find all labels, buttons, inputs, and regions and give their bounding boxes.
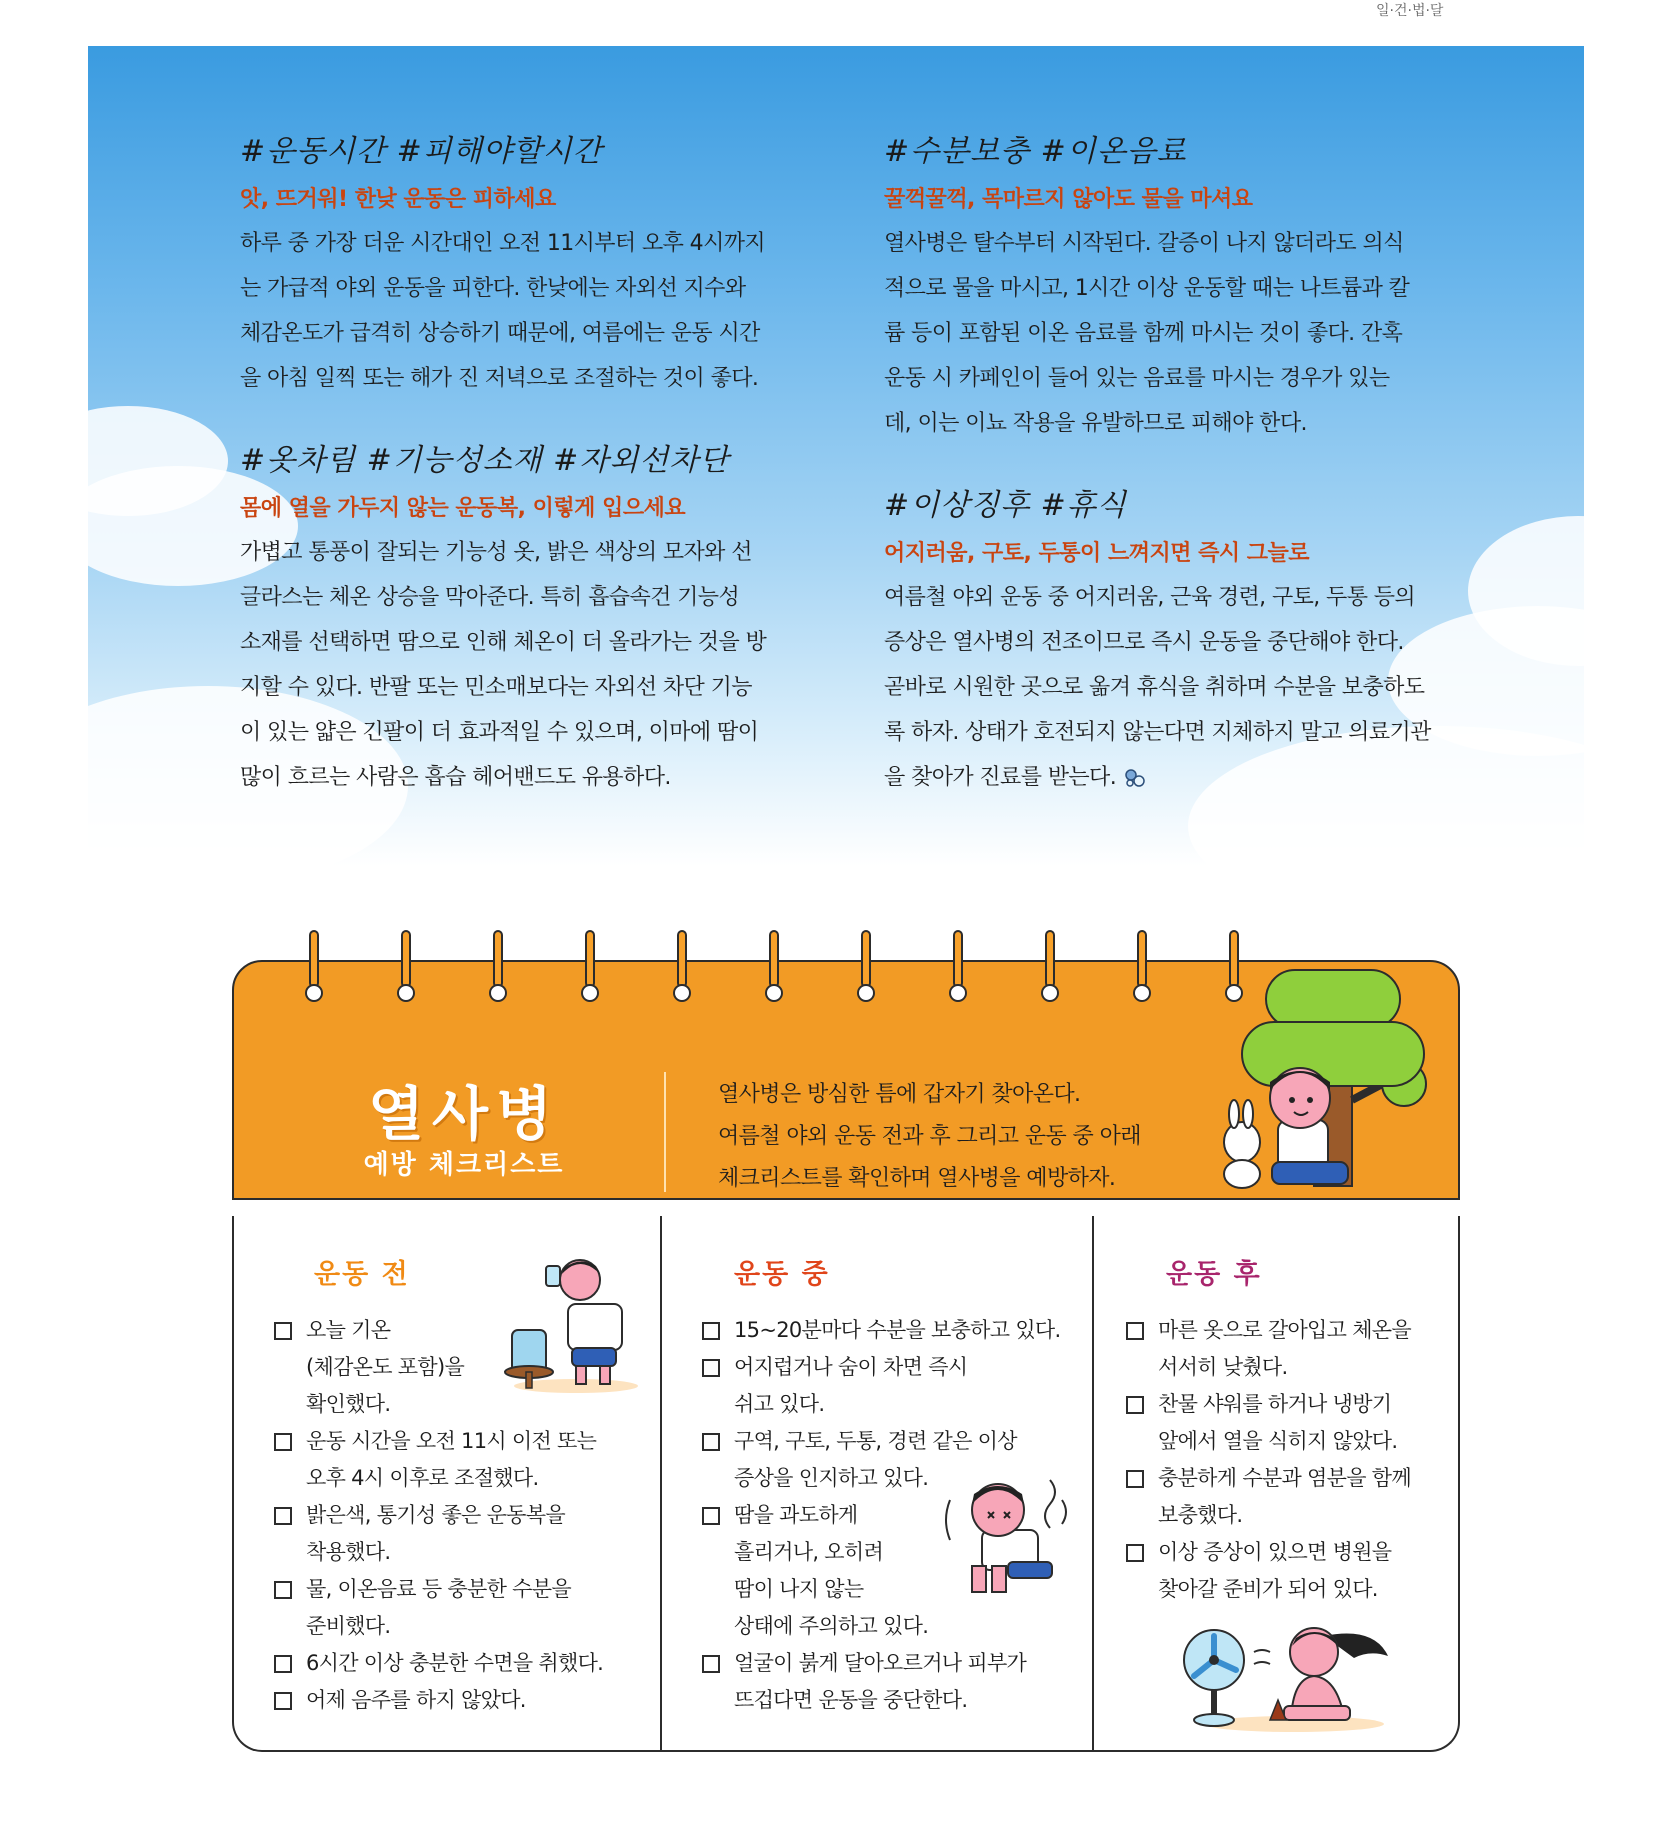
- spiral-ring: [1134, 930, 1150, 1004]
- section-symptoms: [884, 480, 1484, 800]
- left-column: [240, 126, 840, 834]
- item-text: [1158, 1386, 1397, 1460]
- checklist-item[interactable]: [702, 1645, 1082, 1719]
- section-subhead: 앗, 뜨거워! 한낮 운동은 피하세요: [240, 187, 556, 212]
- hashtag-heading: #옷차림 #기능성소재 #자외선차단: [240, 443, 730, 478]
- column-title: 운동 후: [1166, 1259, 1262, 1290]
- item-line: 어제 음주를 하지 않았다.: [306, 1688, 526, 1712]
- checklist-item[interactable]: [274, 1497, 654, 1571]
- item-line: 마른 옷으로 갈아입고 체온을: [1158, 1318, 1411, 1342]
- item-text: [734, 1423, 1017, 1497]
- section-subhead: 어지러움, 구토, 두통이 느껴지면 즉시 그늘로: [884, 541, 1310, 566]
- body-line: 곧바로 시원한 곳으로 옮겨 휴식을 취하며 수분을 보충하도: [884, 675, 1425, 700]
- checklist-item[interactable]: [274, 1312, 654, 1423]
- checkbox[interactable]: [1126, 1470, 1144, 1488]
- item-line: 착용했다.: [306, 1540, 391, 1564]
- item-text: [306, 1497, 565, 1571]
- magazine-end-icon: [1122, 767, 1148, 789]
- checkbox[interactable]: [702, 1433, 720, 1451]
- checklist-items: [702, 1312, 1082, 1719]
- checkbox[interactable]: [274, 1507, 292, 1525]
- body-line: 여름철 야외 운동 중 어지러움, 근육 경련, 구토, 두통 등의: [884, 585, 1416, 610]
- checklist-item[interactable]: [274, 1571, 654, 1645]
- column-title: 운동 전: [314, 1259, 410, 1290]
- after-exercise-column: [1092, 1216, 1460, 1750]
- column-title: 운동 중: [734, 1259, 830, 1290]
- body-line: 륨 등이 포함된 이온 음료를 함께 마시는 것이 좋다. 간혹: [884, 321, 1403, 346]
- spiral-ring: [1042, 930, 1058, 1004]
- body-line: 이 있는 얇은 긴팔이 더 효과적일 수 있으며, 이마에 땀이: [240, 720, 759, 745]
- body-line-text: 을 찾아가 진료를 받는다.: [884, 765, 1117, 790]
- checkbox[interactable]: [274, 1322, 292, 1340]
- checkbox[interactable]: [702, 1359, 720, 1377]
- section-body: [240, 530, 840, 800]
- section-subhead: 꿀꺽꿀꺽, 목마르지 않아도 물을 마셔요: [884, 187, 1253, 212]
- item-text: [734, 1645, 1026, 1719]
- item-line: 뜨겁다면 운동을 중단한다.: [734, 1688, 968, 1712]
- item-line: 물, 이온음료 등 충분한 수분을: [306, 1577, 571, 1601]
- spiral-ring: [858, 930, 874, 1004]
- item-line: 이상 증상이 있으면 병원을: [1158, 1540, 1392, 1564]
- item-line: 증상을 인지하고 있다.: [734, 1466, 929, 1490]
- item-text: [1158, 1460, 1411, 1534]
- checkbox[interactable]: [702, 1322, 720, 1340]
- article-panel: [88, 46, 1584, 866]
- item-text: [306, 1645, 603, 1682]
- checklist-item[interactable]: [1126, 1534, 1456, 1608]
- during-exercise-column: [660, 1216, 1092, 1750]
- item-line: 구역, 구토, 두통, 경련 같은 이상: [734, 1429, 1017, 1453]
- item-line: 밝은색, 통기성 좋은 운동복을: [306, 1503, 565, 1527]
- before-exercise-column: [234, 1216, 660, 1750]
- item-text: [1158, 1312, 1411, 1386]
- checklist-item[interactable]: [1126, 1312, 1456, 1386]
- item-line: 땀을 과도하게: [734, 1503, 858, 1527]
- item-line: 운동 시간을 오전 11시 이전 또는: [306, 1429, 597, 1453]
- checklist-subtitle: 예방 체크리스트: [363, 1150, 565, 1180]
- checklist-item[interactable]: [702, 1423, 1082, 1497]
- item-text: [306, 1423, 596, 1497]
- item-line: 서서히 낮췄다.: [1158, 1355, 1288, 1379]
- checkbox[interactable]: [702, 1507, 720, 1525]
- checkbox[interactable]: [1126, 1396, 1144, 1414]
- heatstroke-checklist: [232, 930, 1460, 1752]
- item-text: [1158, 1534, 1391, 1608]
- right-column: [884, 126, 1484, 834]
- item-line: 오늘 기온: [306, 1318, 391, 1342]
- spiral-ring: [674, 930, 690, 1004]
- item-line: 오후 4시 이후로 조절했다.: [306, 1466, 539, 1490]
- intro-line: 여름철 야외 운동 전과 후 그리고 운동 중 아래: [718, 1124, 1141, 1149]
- section-body: [884, 575, 1484, 800]
- hashtag-heading: #이상징후 #휴식: [884, 488, 1127, 523]
- body-line: [884, 755, 1484, 800]
- item-text: [306, 1312, 464, 1423]
- checklist-items: [274, 1312, 654, 1719]
- section-clothing: [240, 435, 840, 800]
- item-text: [734, 1497, 928, 1645]
- item-line: 준비했다.: [306, 1614, 391, 1638]
- checkbox[interactable]: [1126, 1322, 1144, 1340]
- body-line: 체감온도가 급격히 상승하기 때문에, 여름에는 운동 시간: [240, 321, 760, 346]
- section-hydration: [884, 126, 1484, 446]
- item-line: 어지럽거나 숨이 차면 즉시: [734, 1355, 968, 1379]
- checklist-item[interactable]: [1126, 1386, 1456, 1460]
- checklist-item[interactable]: [702, 1312, 1082, 1349]
- body-line: 적으로 물을 마시고, 1시간 이상 운동할 때는 나트륨과 칼: [884, 276, 1410, 301]
- body-line: 소재를 선택하면 땀으로 인해 체온이 더 올라가는 것을 방: [240, 630, 767, 655]
- item-line: 확인했다.: [306, 1392, 391, 1416]
- checkbox[interactable]: [702, 1655, 720, 1673]
- checkbox[interactable]: [274, 1692, 292, 1710]
- item-line: (체감온도 포함)을: [306, 1355, 465, 1379]
- item-text: [306, 1682, 526, 1719]
- spiral-ring: [490, 930, 506, 1004]
- checkbox[interactable]: [274, 1581, 292, 1599]
- item-line: 상태에 주의하고 있다.: [734, 1614, 929, 1638]
- spiral-ring: [582, 930, 598, 1004]
- item-line: 흘리거나, 오히려: [734, 1540, 884, 1564]
- item-line: 충분하게 수분과 염분을 함께: [1158, 1466, 1411, 1490]
- body-line: 지할 수 있다. 반팔 또는 민소매보다는 자외선 차단 기능: [240, 675, 752, 700]
- item-line: 쉬고 있다.: [734, 1392, 825, 1416]
- item-text: [306, 1571, 571, 1645]
- item-line: 찬물 샤워를 하거나 냉방기: [1158, 1392, 1392, 1416]
- body-line: 가볍고 통풍이 잘되는 기능성 옷, 밝은 색상의 모자와 선: [240, 540, 752, 565]
- checklist-item[interactable]: [1126, 1460, 1456, 1534]
- item-line: 찾아갈 준비가 되어 있다.: [1158, 1577, 1378, 1601]
- spiral-ring: [306, 930, 322, 1004]
- section-subhead: 몸에 열을 가두지 않는 운동복, 이렇게 입으세요: [240, 496, 686, 521]
- section-body: [884, 221, 1484, 446]
- body-line: 열사병은 탈수부터 시작된다. 갈증이 나지 않더라도 의식: [884, 231, 1404, 256]
- checkbox[interactable]: [274, 1433, 292, 1451]
- checklist-item[interactable]: [702, 1497, 1082, 1645]
- body-line: 을 아침 일찍 또는 해가 진 저녁으로 조절하는 것이 좋다.: [240, 366, 759, 391]
- checklist-item[interactable]: [274, 1423, 654, 1497]
- spiral-ring: [950, 930, 966, 1004]
- item-line: 땀이 나지 않는: [734, 1577, 864, 1601]
- checkbox[interactable]: [274, 1655, 292, 1673]
- spiral-ring: [398, 930, 414, 1004]
- body-line: 증상은 열사병의 전조이므로 즉시 운동을 중단해야 한다.: [884, 630, 1404, 655]
- item-text: [734, 1312, 1060, 1349]
- hashtag-heading: #운동시간 #피해야할시간: [240, 134, 603, 169]
- checklist-item[interactable]: [702, 1349, 1082, 1423]
- intro-line: 열사병은 방심한 틈에 갑자기 찾아온다.: [718, 1082, 1081, 1107]
- item-line: 15~20분마다 수분을 보충하고 있다.: [734, 1318, 1061, 1342]
- body-line: 운동 시 카페인이 들어 있는 음료를 마시는 경우가 있는: [884, 366, 1390, 391]
- checkbox[interactable]: [1126, 1544, 1144, 1562]
- corner-mark: 일·건·법·달: [1376, 3, 1444, 19]
- body-line: 록 하자. 상태가 호전되지 않는다면 지체하지 말고 의료기관: [884, 720, 1431, 745]
- item-line: 보충했다.: [1158, 1503, 1243, 1527]
- checklist-body: [232, 1216, 1460, 1752]
- spiral-ring: [766, 930, 782, 1004]
- body-line: 글라스는 체온 상승을 막아준다. 특히 흡습속건 기능성: [240, 585, 740, 610]
- item-line: 얼굴이 붉게 달아오르거나 피부가: [734, 1651, 1027, 1675]
- checklist-items: [1126, 1312, 1456, 1608]
- tree-rest-illustration: [1212, 930, 1452, 1192]
- intro-line: 체크리스트를 확인하며 열사병을 예방하자.: [718, 1166, 1116, 1191]
- body-line: 데, 이는 이뇨 작용을 유발하므로 피해야 한다.: [884, 411, 1307, 436]
- item-line: 앞에서 열을 식히지 않았다.: [1158, 1429, 1398, 1453]
- fan-cooling-illustration: [1174, 1616, 1394, 1734]
- section-exercise-time: [240, 126, 840, 401]
- item-line: 6시간 이상 충분한 수면을 취했다.: [306, 1651, 604, 1675]
- hashtag-heading: #수분보충 #이온음료: [884, 134, 1187, 169]
- checklist-item[interactable]: [274, 1645, 654, 1682]
- body-line: 하루 중 가장 더운 시간대인 오전 11시부터 오후 4시까지: [240, 231, 766, 256]
- checklist-intro: [718, 1074, 1238, 1200]
- header-divider: [664, 1072, 666, 1192]
- body-line: 는 가급적 야외 운동을 피한다. 한낮에는 자외선 지수와: [240, 276, 746, 301]
- checklist-title: 열사병: [367, 1080, 561, 1148]
- body-line: 많이 흐르는 사람은 흡습 헤어밴드도 유용하다.: [240, 765, 671, 790]
- section-body: [240, 221, 840, 401]
- item-text: [734, 1349, 967, 1423]
- checklist-item[interactable]: [274, 1682, 654, 1719]
